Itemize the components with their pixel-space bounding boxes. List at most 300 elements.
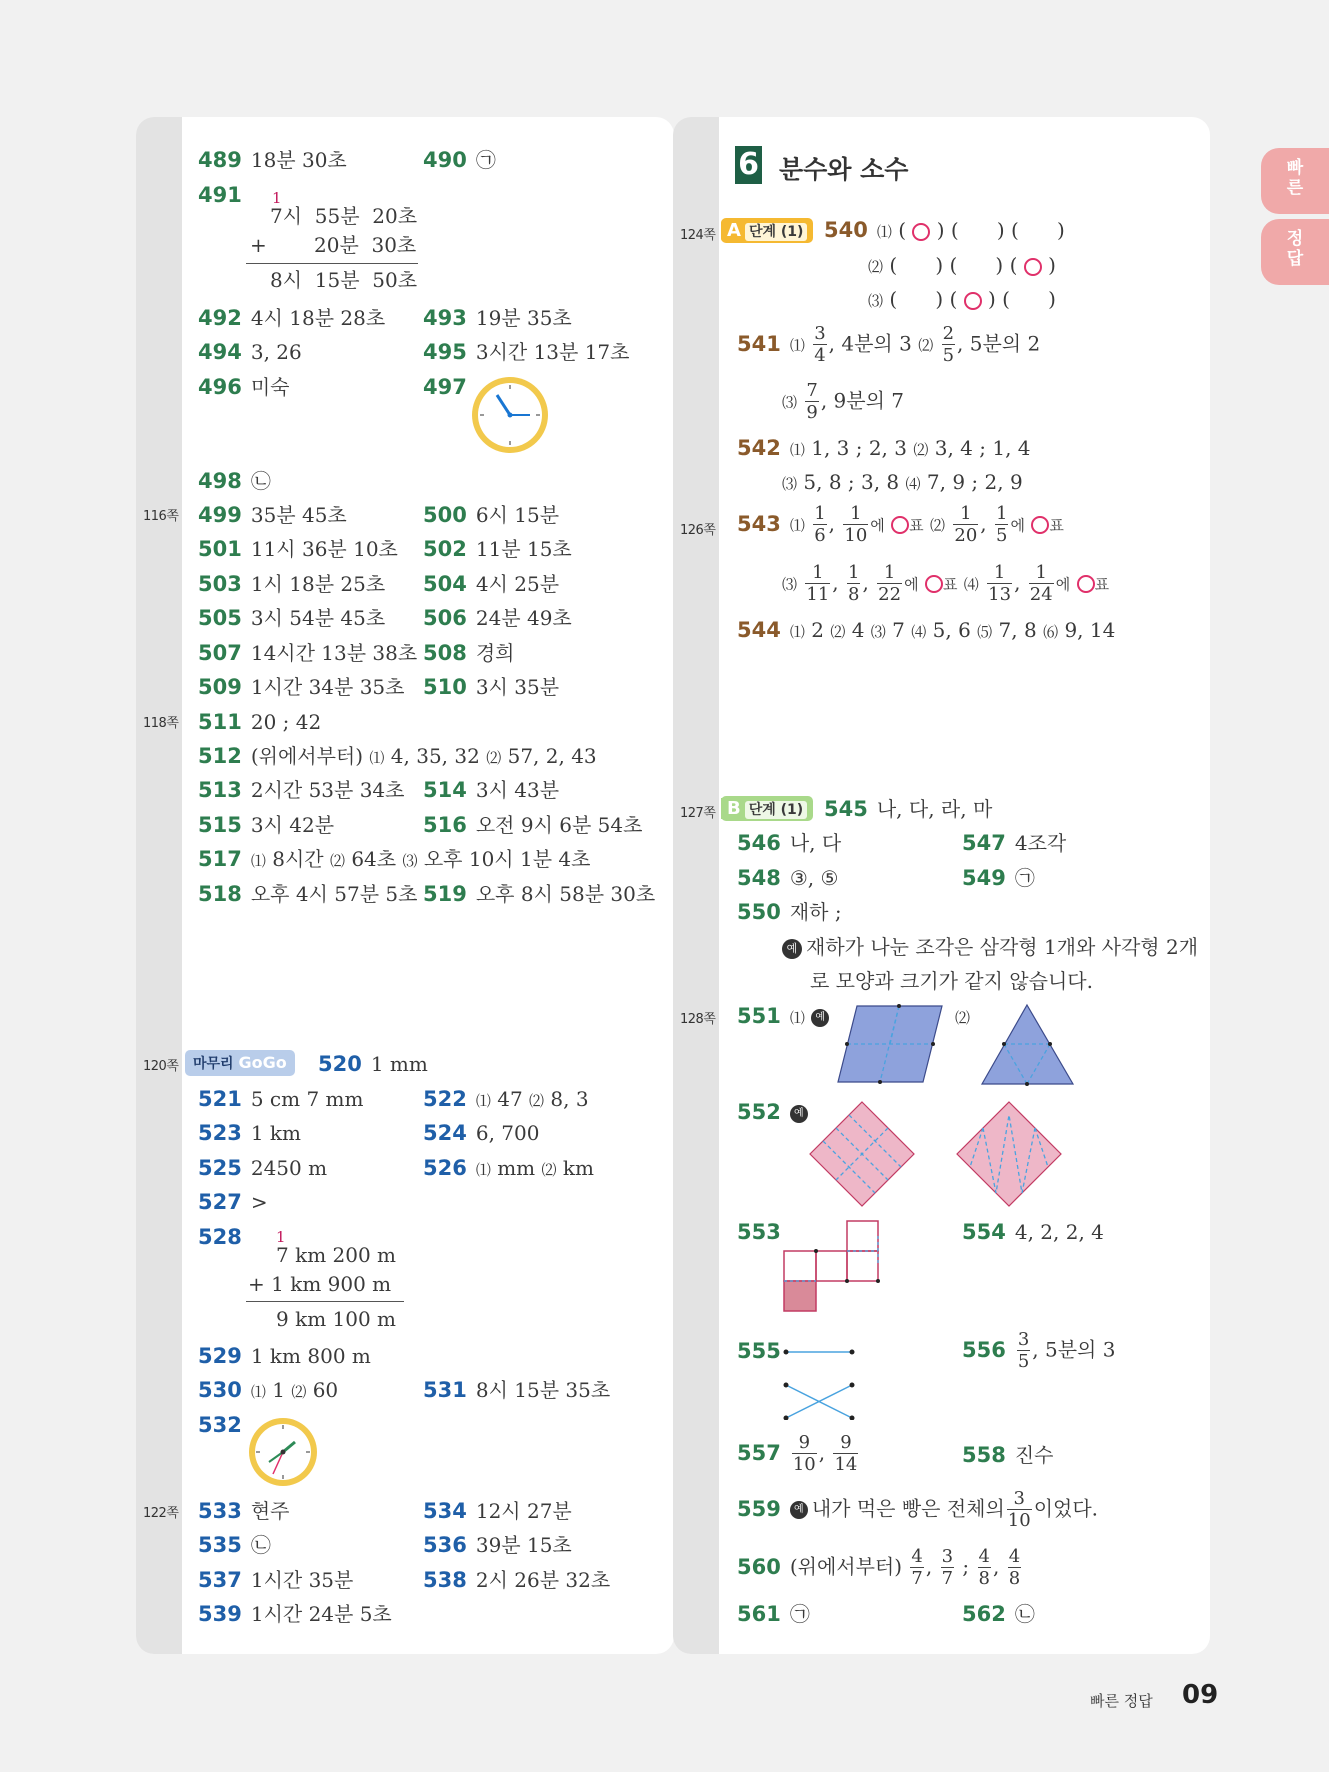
answer-text: 14시간 13분 38초 xyxy=(250,641,418,665)
sub-label: ⑴ xyxy=(475,1161,491,1179)
sub-label: ⑴ xyxy=(876,223,892,241)
fraction xyxy=(942,325,955,365)
gogo-badge xyxy=(185,1050,295,1076)
fraction xyxy=(813,325,826,365)
numerator: 3 xyxy=(1017,1329,1030,1350)
badge-letter: A xyxy=(721,220,745,241)
answer-text: km xyxy=(562,1156,594,1180)
answer-text: 8시 15분 35초 xyxy=(475,1378,611,1402)
sub-label: ⑴ xyxy=(789,441,805,459)
page-ref: 122쪽 xyxy=(143,1506,179,1521)
answer-text: 2시 26분 32초 xyxy=(475,1568,611,1592)
carry-digit: 1 xyxy=(276,1228,286,1246)
answer-547 xyxy=(962,829,1066,857)
side-tab-label: 빠른 xyxy=(1286,158,1304,198)
badge-label: 단계 (1) xyxy=(745,223,807,241)
answer-528 xyxy=(198,1223,251,1251)
problem-number: 535 xyxy=(198,1533,242,1557)
answer-506 xyxy=(423,604,572,632)
answer-551-part-2 xyxy=(955,1002,970,1032)
problem-number: 537 xyxy=(198,1568,242,1592)
answer-554 xyxy=(962,1218,1104,1246)
sub-label: ⑵ xyxy=(529,1092,545,1110)
answer-text: 18분 30초 xyxy=(250,148,347,172)
answer-text: 1시간 34분 35초 xyxy=(250,675,405,699)
answer-text: 6, 700 xyxy=(475,1121,540,1145)
answer-text: 표 xyxy=(909,516,924,535)
problem-number: 528 xyxy=(198,1225,242,1249)
problem-number: 494 xyxy=(198,340,242,364)
fraction xyxy=(843,505,868,545)
problem-number: 503 xyxy=(198,572,242,596)
answer-text: 3, 26 xyxy=(250,340,302,364)
problem-number: 524 xyxy=(423,1121,467,1145)
answer-text: 재하가 나눈 조각은 삼각형 1개와 사각형 2개 xyxy=(806,935,1199,959)
problem-number: 530 xyxy=(198,1378,242,1402)
answer-text: ㉡ xyxy=(250,1533,271,1557)
page-ref: 126쪽 xyxy=(680,523,716,538)
sub-label: ⑵ xyxy=(955,1009,971,1027)
answer-512 xyxy=(198,742,597,772)
example-badge: 예 xyxy=(790,1105,808,1123)
example-badge: 예 xyxy=(790,1501,808,1519)
fraction xyxy=(953,505,978,545)
answer-543-row-2: ⑶ $\frac{1}{11}$ , $\frac{1}{8}$ , $\frac{1}{22}$ 에 표 ⑷ $\frac{1}{13}$ , $\frac{1}{24}$ 에 표 xyxy=(782,562,1110,605)
answer-556 xyxy=(962,1331,1115,1371)
answer-519 xyxy=(423,880,655,908)
problem-number: 512 xyxy=(198,744,242,768)
calc-528 xyxy=(246,1223,406,1333)
answer-527 xyxy=(198,1188,268,1216)
calc-491 xyxy=(246,184,421,294)
answer-text: 오전 9시 6분 54초 xyxy=(475,813,643,837)
badge-label-gogo: GoGo xyxy=(238,1053,287,1072)
answer-text: ㉠ xyxy=(789,1602,810,1626)
answer-533 xyxy=(198,1497,289,1525)
answer-text: 12시 27분 xyxy=(475,1499,572,1523)
problem-number: 542 xyxy=(737,436,781,460)
answer-text: 19분 35초 xyxy=(475,306,572,330)
problem-number: 562 xyxy=(962,1602,1006,1626)
answer-522 xyxy=(423,1085,589,1115)
sub-label: ⑶ xyxy=(870,623,886,641)
problem-number: 533 xyxy=(198,1499,242,1523)
answer-540-row-3: ⑶ ( ) ( ) ( ) xyxy=(868,287,1056,311)
numerator: 1 xyxy=(848,562,860,583)
circle-mark-icon xyxy=(891,516,909,534)
answer-text: ㉡ xyxy=(250,469,271,493)
answer-557: 557 $\frac{9}{10}$ , $\frac{9}{14}$ xyxy=(737,1432,858,1475)
problem-number: 518 xyxy=(198,882,242,906)
answer-515 xyxy=(198,811,334,839)
answer-text: 24분 49초 xyxy=(475,606,572,630)
answer-text: 3, 4 ; 1, 4 xyxy=(934,436,1031,460)
stage-a-badge xyxy=(721,218,813,243)
answer-text: > xyxy=(250,1190,268,1214)
calc-line-1: 7시 55분 20초 xyxy=(270,204,418,228)
problem-number: 515 xyxy=(198,813,242,837)
fraction xyxy=(995,505,1008,545)
answer-text: ㉠ xyxy=(475,148,496,172)
answer-text: 3시 42분 xyxy=(250,813,335,837)
answer-541 xyxy=(737,325,1040,365)
answer-text: 4, 2, 2, 4 xyxy=(1014,1220,1104,1244)
example-badge: 예 xyxy=(811,1009,829,1027)
example-badge: 예 xyxy=(782,939,802,959)
answer-text: 11분 15초 xyxy=(475,537,572,561)
chapter-title: 분수와 소수 xyxy=(779,155,909,184)
answer-532 xyxy=(198,1411,251,1439)
answer-561 xyxy=(737,1600,810,1628)
page-ref: 118쪽 xyxy=(143,716,179,731)
stage-b-badge xyxy=(721,796,813,821)
problem-number: 551 xyxy=(737,1004,781,1028)
answer-text: (위에서부터) xyxy=(250,744,364,768)
parallelogram-figure xyxy=(835,1003,945,1085)
problem-number: 529 xyxy=(198,1344,242,1368)
answer-text: 오후 8시 58분 30초 xyxy=(475,882,656,906)
answer-537 xyxy=(198,1566,353,1594)
problem-number: 491 xyxy=(198,183,242,207)
sub-label: ⑴ xyxy=(250,852,266,870)
answer-490 xyxy=(423,146,496,174)
answer-text: 7, 9 ; 2, 9 xyxy=(926,470,1023,494)
fraction xyxy=(978,1548,991,1588)
circle-mark-icon xyxy=(925,575,943,593)
circle-mark-icon xyxy=(1024,258,1042,276)
fraction xyxy=(847,564,860,604)
numerator: 3 xyxy=(814,323,826,344)
chapter-number: 6 xyxy=(735,146,762,184)
sub-label: ⑵ xyxy=(868,258,884,276)
answer-text: 이었다. xyxy=(1033,1496,1099,1521)
problem-number: 523 xyxy=(198,1121,242,1145)
circle-mark-icon xyxy=(1077,575,1095,593)
answer-502 xyxy=(423,535,572,563)
answer-501 xyxy=(198,535,398,563)
problem-number: 510 xyxy=(423,675,467,699)
circle-mark-icon xyxy=(912,223,930,241)
problem-number: 538 xyxy=(423,1568,467,1592)
problem-number: 544 xyxy=(737,618,781,642)
answer-539 xyxy=(198,1600,392,1628)
denominator: 10 xyxy=(792,1454,816,1475)
problem-number: 546 xyxy=(737,831,781,855)
answer-text: 2시간 53분 34초 xyxy=(250,778,405,802)
answer-550 xyxy=(737,898,842,926)
problem-number: 561 xyxy=(737,1602,781,1626)
sub-label: ⑴ xyxy=(789,336,805,355)
answer-544 xyxy=(737,616,1115,646)
answer-521 xyxy=(198,1085,363,1113)
fraction xyxy=(987,564,1012,604)
numerator: 1 xyxy=(877,564,902,584)
answer-530 xyxy=(198,1376,338,1406)
problem-number: 527 xyxy=(198,1190,242,1214)
denominator: 8 xyxy=(848,584,860,605)
answer-541-row-2 xyxy=(782,382,904,422)
numerator: 9 xyxy=(833,1434,858,1454)
sub-label: ⑵ xyxy=(329,852,345,870)
denominator: 8 xyxy=(1008,1568,1021,1589)
answer-text: 로 모양과 크기가 같지 않습니다. xyxy=(810,969,1093,993)
answer-492 xyxy=(198,304,385,332)
answer-536 xyxy=(423,1531,572,1559)
problem-number: 502 xyxy=(423,537,467,561)
answer-text: 표 xyxy=(1094,575,1110,594)
sub-label: ⑴ xyxy=(789,516,805,535)
problem-number: 504 xyxy=(423,572,467,596)
sub-label: ⑵ xyxy=(913,441,929,459)
answer-text: , 9분의 7 xyxy=(820,388,904,413)
answer-text: 8시간 xyxy=(272,847,324,871)
problem-number: 560 xyxy=(737,1554,781,1579)
answer-text: 표 xyxy=(942,575,958,594)
answer-540: 540 ⑴ ( ) ( ) ( ) xyxy=(824,218,1065,242)
numerator: 1 xyxy=(987,564,1012,584)
answer-text: 3시 35분 xyxy=(475,675,560,699)
left-margin-strip xyxy=(136,117,182,1654)
circle-mark-icon xyxy=(964,292,982,310)
answer-538 xyxy=(423,1566,610,1594)
problem-number: 558 xyxy=(962,1443,1006,1467)
answer-text: 1시간 24분 5초 xyxy=(250,1602,392,1626)
answer-508 xyxy=(423,639,514,667)
answer-text: 4, 35, 32 xyxy=(390,744,480,768)
triangle-figure xyxy=(980,1003,1075,1087)
answer-549 xyxy=(962,864,1035,892)
problem-number: 499 xyxy=(198,503,242,527)
problem-number: 536 xyxy=(423,1533,467,1557)
answer-text: 4 xyxy=(851,618,865,642)
answer-text: 에 xyxy=(1055,575,1071,594)
answer-559 xyxy=(737,1490,1098,1530)
problem-number: 532 xyxy=(198,1413,242,1437)
answer-542-row-2 xyxy=(782,468,1023,498)
problem-number: 548 xyxy=(737,866,781,890)
sub-label: ⑷ xyxy=(911,623,927,641)
problem-number: 534 xyxy=(423,1499,467,1523)
sub-label: ⑶ xyxy=(782,475,798,493)
problem-number: 555 xyxy=(737,1339,781,1363)
problem-number: 552 xyxy=(737,1100,781,1124)
answer-text: 39분 15초 xyxy=(475,1533,572,1557)
problem-number: 501 xyxy=(198,537,242,561)
answer-560: 560 (위에서부터) $\frac{4}{7}$ , $\frac{3}{7}$ ; $\frac{4}{8}$ , $\frac{4}{8}$ xyxy=(737,1546,1021,1589)
sub-label: ⑸ xyxy=(977,623,993,641)
answer-text: 64초 xyxy=(351,847,397,871)
circle-mark-icon xyxy=(1031,516,1049,534)
denominator: 24 xyxy=(1029,584,1053,605)
numerator: 4 xyxy=(911,1546,923,1567)
problem-number: 490 xyxy=(423,148,467,172)
answer-523 xyxy=(198,1119,301,1147)
answer-text: 7 xyxy=(892,618,905,642)
problem-number: 553 xyxy=(737,1220,781,1244)
answer-546 xyxy=(737,829,841,857)
answer-514 xyxy=(423,776,559,804)
denominator: 9 xyxy=(806,402,818,423)
numerator: 1 xyxy=(996,503,1008,524)
page-ref: 127쪽 xyxy=(680,806,716,821)
answer-551 xyxy=(737,1002,829,1032)
sub-label: ⑵ xyxy=(541,1161,557,1179)
answer-509 xyxy=(198,673,404,701)
problem-number: 516 xyxy=(423,813,467,837)
problem-number: 559 xyxy=(737,1496,781,1521)
denominator: 5 xyxy=(942,345,955,366)
answer-text: 5, 6 xyxy=(932,618,971,642)
answer-text: 3시 54분 45초 xyxy=(250,606,386,630)
answer-552 xyxy=(737,1098,808,1126)
answer-text: 1, 3 ; 2, 3 xyxy=(811,436,907,460)
problem-number: 492 xyxy=(198,306,242,330)
fraction xyxy=(805,564,830,604)
problem-number: 522 xyxy=(423,1087,467,1111)
sub-label: ⑴ xyxy=(789,623,805,641)
answer-558 xyxy=(962,1441,1053,1469)
sub-label: ⑴ xyxy=(250,1383,266,1401)
fraction xyxy=(805,382,818,422)
sub-label: ⑹ xyxy=(1043,623,1059,641)
answer-text: 에 xyxy=(904,575,919,594)
answer-543: 543 ⑴ $\frac{1}{6}$ , $\frac{1}{10}$ 에 표 ⑵ $\frac{1}{20}$ , $\frac{1}{5}$ 에 표 xyxy=(737,503,1064,546)
answer-489 xyxy=(198,146,347,174)
carry-digit: 1 xyxy=(272,189,282,207)
denominator: 14 xyxy=(834,1454,858,1475)
sub-label: ⑶ xyxy=(782,393,798,412)
problem-number: 549 xyxy=(962,866,1006,890)
denominator: 6 xyxy=(814,525,826,546)
square-split-figure-2 xyxy=(955,1100,1063,1208)
answer-534 xyxy=(423,1497,572,1525)
answer-545 xyxy=(824,795,992,823)
denominator: 13 xyxy=(988,584,1012,605)
problem-number: 507 xyxy=(198,641,242,665)
numerator: 1 xyxy=(805,564,830,584)
problem-number: 500 xyxy=(423,503,467,527)
sub-label: ⑶ xyxy=(782,575,798,594)
answer-516 xyxy=(423,811,642,839)
answer-498 xyxy=(198,467,271,495)
page-ref: 116쪽 xyxy=(143,509,179,524)
answer-text: 경희 xyxy=(475,641,515,665)
answer-562 xyxy=(962,1600,1035,1628)
answer-text: 1 mm xyxy=(370,1052,428,1076)
problem-number: 526 xyxy=(423,1156,467,1180)
calc-line-2: 20분 30초 xyxy=(314,233,417,257)
fraction xyxy=(941,1548,954,1588)
sub-label: ⑴ xyxy=(369,749,385,767)
fraction xyxy=(1029,564,1054,604)
page-number: 09 xyxy=(1182,1680,1219,1710)
denominator: 10 xyxy=(1007,1510,1031,1531)
answer-text: 57, 2, 43 xyxy=(507,744,597,768)
answer-text: , 5분의 2 xyxy=(957,331,1041,356)
answer-text: ㉠ xyxy=(1014,866,1035,890)
denominator: 4 xyxy=(814,345,826,366)
numerator: 4 xyxy=(1008,1546,1021,1567)
answer-text: 내가 먹은 빵은 전체의 xyxy=(811,1496,1005,1521)
answer-542 xyxy=(737,434,1031,464)
answer-text: 35분 45초 xyxy=(250,503,347,527)
problem-number: 557 xyxy=(737,1440,781,1465)
calc-rule xyxy=(246,1301,404,1302)
answer-503 xyxy=(198,570,385,598)
answer-text: 8, 3 xyxy=(550,1087,589,1111)
answer-513 xyxy=(198,776,404,804)
numerator: 1 xyxy=(953,505,978,525)
answer-text: 2450 m xyxy=(250,1156,328,1180)
answer-535 xyxy=(198,1531,271,1559)
answer-text: 오후 10시 1분 4초 xyxy=(423,847,591,871)
answer-526 xyxy=(423,1154,594,1184)
sub-label: ⑶ xyxy=(868,292,884,310)
fraction xyxy=(813,505,826,545)
problem-number: 498 xyxy=(198,469,242,493)
problem-number: 525 xyxy=(198,1156,242,1180)
answer-text: mm xyxy=(497,1156,536,1180)
numerator: 2 xyxy=(942,323,955,344)
problem-number: 540 xyxy=(824,218,868,242)
numerator: 1 xyxy=(1029,564,1054,584)
problem-number: 497 xyxy=(423,375,467,399)
answer-510 xyxy=(423,673,559,701)
problem-number: 505 xyxy=(198,606,242,630)
answer-text: 나, 다 xyxy=(789,831,842,855)
fraction xyxy=(1007,1490,1032,1530)
answer-504 xyxy=(423,570,559,598)
denominator: 11 xyxy=(806,584,830,605)
square-split-figure-1 xyxy=(808,1100,916,1208)
problem-number: 517 xyxy=(198,847,242,871)
sub-label: ⑵ xyxy=(930,516,946,535)
answer-text: 진수 xyxy=(1014,1443,1054,1467)
fraction xyxy=(833,1434,858,1474)
answer-text: 1 km 800 m xyxy=(250,1344,371,1368)
page-ref: 120쪽 xyxy=(143,1059,179,1074)
sub-label: ⑵ xyxy=(486,749,502,767)
clock-532-icon xyxy=(247,1416,319,1488)
answer-text: 47 xyxy=(497,1087,523,1111)
calc-line-2: + 1 km 900 m xyxy=(248,1272,392,1296)
fraction xyxy=(1008,1548,1021,1588)
separator: ; xyxy=(962,1554,970,1579)
problem-number: 543 xyxy=(737,511,781,536)
answer-text: 9, 14 xyxy=(1064,618,1116,642)
problem-number: 519 xyxy=(423,882,467,906)
answer-text: 나, 다, 라, 마 xyxy=(876,797,993,821)
problem-number: 514 xyxy=(423,778,467,802)
answer-531 xyxy=(423,1376,610,1404)
answer-text: 1시간 35분 xyxy=(250,1568,354,1592)
answer-491 xyxy=(198,181,251,209)
sub-label: ⑶ xyxy=(402,852,418,870)
answer-495 xyxy=(423,338,629,366)
problem-number: 550 xyxy=(737,900,781,924)
answer-text: 7, 8 xyxy=(998,618,1037,642)
badge-label: 단계 (1) xyxy=(745,801,807,819)
problem-number: 496 xyxy=(198,375,242,399)
calc-line-1: 7 km 200 m xyxy=(276,1243,397,1267)
sub-label: ⑷ xyxy=(963,575,979,594)
side-tab-label: 정답 xyxy=(1286,229,1304,269)
numerator: 1 xyxy=(814,503,826,524)
problem-number: 521 xyxy=(198,1087,242,1111)
problem-number: 513 xyxy=(198,778,242,802)
answer-text: 미숙 xyxy=(250,375,290,399)
problem-number: 556 xyxy=(962,1337,1006,1362)
